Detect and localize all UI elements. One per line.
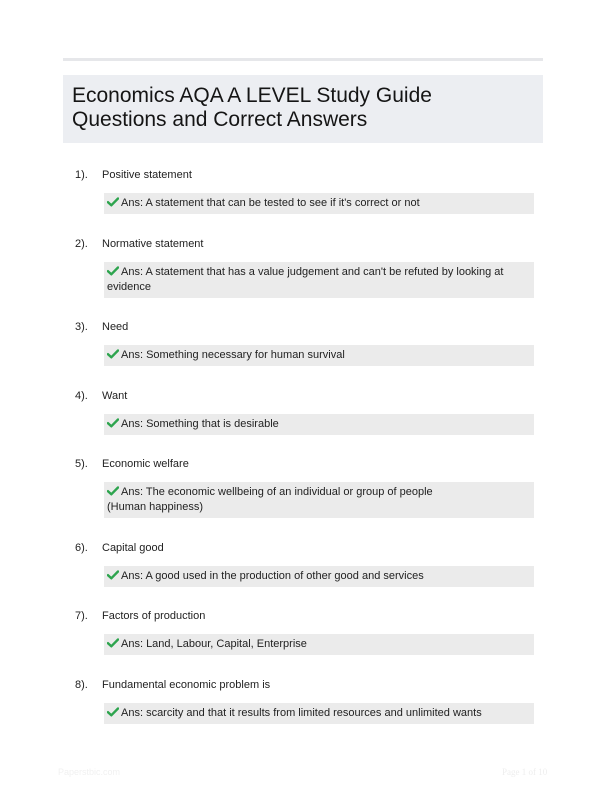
answer-box: [104, 414, 534, 435]
answer-text: Ans: A statement that can be tested to see if it's correct or not: [121, 197, 420, 209]
question-number: 2).: [75, 238, 88, 250]
document-title: Economics AQA A LEVEL Study Guide Questions and Correct Answers: [72, 84, 432, 131]
question-number: 4).: [75, 390, 88, 402]
footer-site-watermark: Paperstbic.com: [58, 767, 121, 777]
answer-text: Ans: Something that is desirable: [121, 418, 279, 430]
answer-text: Ans: The economic wellbeing of an individual or group of people: [121, 486, 433, 498]
question-text: Capital good: [102, 542, 164, 554]
question-number: 6).: [75, 542, 88, 554]
question-text: Need: [102, 321, 129, 333]
top-divider: [63, 58, 543, 61]
check-icon: [107, 266, 119, 276]
page-number: Page 1 of 10: [502, 767, 548, 777]
answer-box: [104, 482, 534, 518]
question-text: Positive statement: [102, 169, 192, 181]
question-number: 8).: [75, 679, 88, 691]
question-text: Normative statement: [102, 238, 204, 250]
question-number: 3).: [75, 321, 88, 333]
question-text: Factors of production: [102, 610, 206, 622]
answer-text: Ans: Land, Labour, Capital, Enterprise: [121, 638, 307, 650]
check-icon: [107, 418, 119, 428]
check-icon: [107, 638, 119, 648]
check-icon: [107, 707, 119, 717]
answer-box: [104, 262, 534, 298]
answer-box: [104, 566, 534, 587]
answer-box: [104, 703, 534, 724]
answer-box: [104, 345, 534, 366]
answer-box: [104, 193, 534, 214]
question-number: 5).: [75, 458, 88, 470]
check-icon: [107, 349, 119, 359]
question-text: Want: [102, 390, 128, 402]
check-icon: [107, 197, 119, 207]
question-number: 7).: [75, 610, 88, 622]
answer-text: Ans: A good used in the production of other good and services: [121, 570, 424, 582]
check-icon: [107, 486, 119, 496]
check-icon: [107, 570, 119, 580]
answer-text: Ans: A statement that has a value judgement and can't be refuted by looking at evidence: [107, 266, 504, 293]
answer-box: [104, 634, 534, 655]
title-banner: [63, 75, 543, 143]
answer-text: Ans: Something necessary for human survival: [121, 349, 345, 361]
answer-text: Ans: scarcity and that it results from limited resources and unlimited wants: [121, 707, 482, 719]
question-number: 1).: [75, 169, 88, 181]
question-text: Fundamental economic problem is: [102, 679, 271, 691]
question-text: Economic welfare: [102, 458, 189, 470]
answer-text-line2: (Human happiness): [107, 501, 203, 513]
